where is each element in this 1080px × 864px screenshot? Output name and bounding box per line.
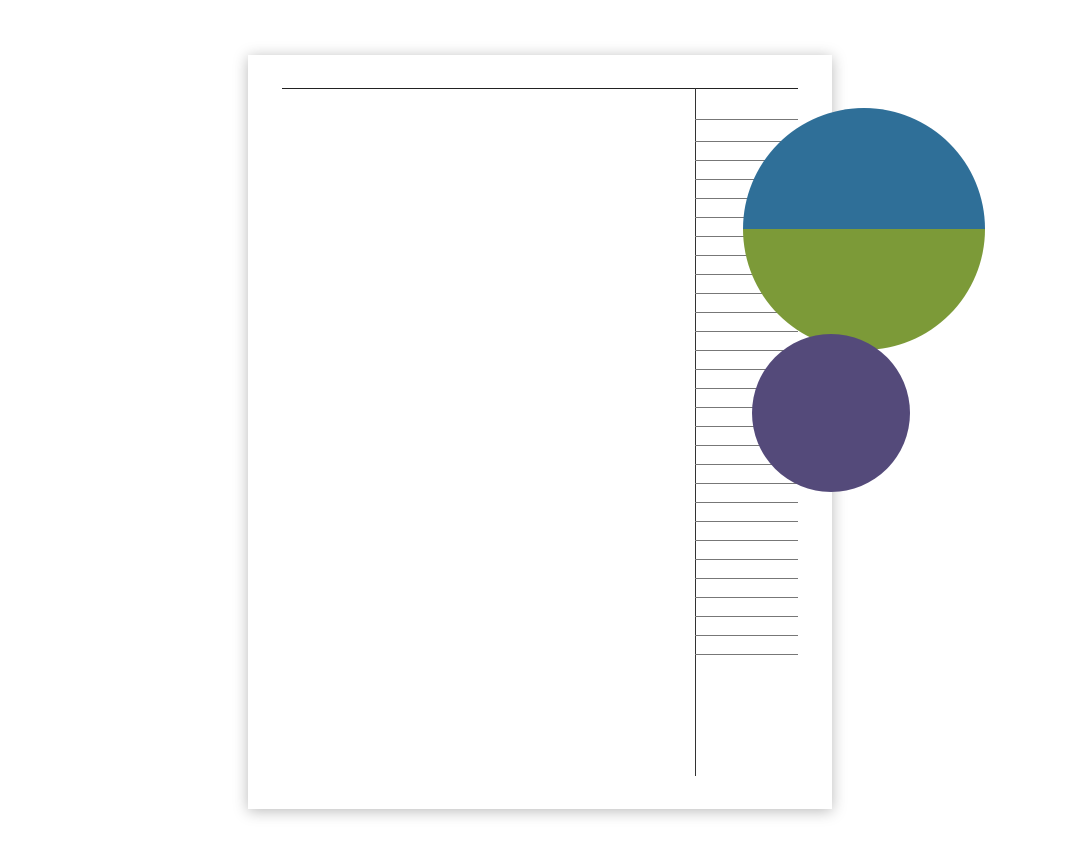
format-badge: [743, 108, 985, 350]
notes-line: [695, 559, 798, 560]
notes-line: [695, 502, 798, 503]
badge-top-half: [743, 108, 985, 229]
size-badge: [752, 334, 910, 492]
header-rule: [282, 88, 798, 89]
notes-line: [695, 578, 798, 579]
statute-column-2: [506, 342, 678, 782]
notes-line: [695, 521, 798, 522]
notes-line: [695, 654, 798, 655]
notes-line: [695, 597, 798, 598]
notes-line: [695, 635, 798, 636]
notes-line: [695, 616, 798, 617]
badge-bottom-half: [743, 229, 985, 350]
statute-column-1: [300, 342, 472, 782]
notes-line: [695, 540, 798, 541]
margin-divider: [695, 88, 696, 776]
notes-line: [695, 483, 798, 484]
